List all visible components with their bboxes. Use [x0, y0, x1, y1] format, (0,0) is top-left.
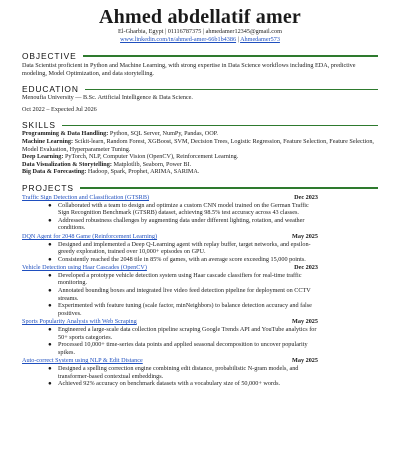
project-header [22, 194, 378, 202]
skills-section [22, 120, 378, 176]
bullet-text: Annotated bounding boxes and integrated live video feed detection pipeline for deployment on CCTV streams. [58, 287, 311, 302]
list-item [22, 272, 378, 287]
contact-info: El-Gharbia, Egypt | 01116787375 | ahmedamer12345@gmail.com [118, 28, 282, 35]
link-separator: | [237, 36, 239, 43]
objective-section [22, 51, 378, 77]
list-item [22, 341, 378, 356]
project-title-link[interactable]: Sports Popularity Analysis with Web Scraping [22, 318, 137, 326]
project-item [22, 264, 378, 317]
profile-links [22, 36, 378, 44]
project-header [22, 357, 378, 365]
section-divider [85, 89, 378, 90]
list-item [22, 256, 378, 264]
skill-value: Matplotlib, Seaborn, Power BI. [111, 160, 192, 168]
list-item [22, 365, 378, 380]
list-item [22, 241, 378, 256]
section-divider [83, 55, 378, 56]
skill-line [22, 168, 378, 176]
skill-line [22, 153, 378, 161]
skill-line [22, 138, 378, 153]
education-dates: Oct 2022 – Expected Jul 2026 [22, 105, 97, 113]
project-title-link[interactable]: DQN Agent for 2048 Game (Reinforcement Learning) [22, 232, 158, 240]
project-item [22, 233, 378, 263]
project-item [22, 318, 378, 356]
project-bullets [22, 272, 378, 318]
linkedin-link[interactable]: www.linkedin.com/in/ahmed-amer-66b1b4386 [120, 36, 237, 43]
bullet-text: Collaborated with a team to design and optimize a custom CNN model trained on the German Traffic Sign Recognition Benchmark (GTSRB) dataset, achieving 98.5% test accuracy across 43 classes. [58, 201, 309, 217]
list-item [22, 287, 378, 302]
project-title-link[interactable]: Auto-correct System using NLP & Edit Distance [22, 357, 143, 365]
bullet-icon: ● [48, 216, 52, 224]
skill-label: Programming & Data Handling: [22, 130, 109, 138]
education-degree: Menoufia University — B.Sc. Artificial Intelligence & Data Science. [22, 94, 193, 102]
bullet-icon: ● [48, 271, 52, 279]
section-divider [80, 187, 378, 188]
candidate-name: Ahmed abdellatif amer [99, 6, 301, 28]
bullet-icon: ● [48, 201, 52, 209]
project-title-link[interactable]: Traffic Sign Detection and Classification (GTSRB) [22, 193, 150, 201]
bullet-text: Developed a prototype vehicle detection system using Haar cascade classifiers for real-time traffic monitoring. [58, 271, 302, 287]
section-divider [62, 125, 378, 126]
project-title-link[interactable]: Vehicle Detection using Haar Cascades (OpenCV) [22, 264, 147, 272]
bullet-icon: ● [48, 341, 52, 349]
skills-header [22, 120, 378, 130]
bullet-text: Achieved 92% accuracy on benchmark datasets with a vocabulary size of 50,000+ words. [58, 380, 281, 388]
project-date: Dec 2023 [294, 193, 318, 201]
list-item [22, 217, 378, 232]
bullet-icon: ● [48, 365, 52, 372]
objective-text: Data Scientist proficient in Python and Machine Learning, with strong expertise in Data Science workflows including EDA, predictive modeling, Model Optimization, and data storytelling. [22, 62, 356, 77]
skill-label: Deep Learning: [22, 153, 64, 161]
section-title: OBJECTIVE [22, 51, 77, 61]
project-header [22, 233, 378, 241]
skill-line [22, 161, 378, 169]
skill-value: Hadoop, Spark, Prophet, ARIMA, SARIMA. [86, 168, 200, 176]
bullet-text: Designed a spelling correction engine combining edit distance, probabilistic N-gram models, and transformer-based contextual embeddings. [58, 365, 299, 380]
bullet-icon: ● [48, 255, 52, 263]
skill-label: Data Visualization & Storytelling: [22, 160, 112, 168]
bullet-text: Addressed robustness challenges by augmenting data under different lighting, rotation, and weather conditions. [58, 216, 305, 232]
skill-value: Scikit-learn, Random Forest, XGBoost, SVM, Decision Trees, Logistic Regression, Feature Selection, Feature Selection, Model Evaluation, Hyperparameter Tuning. [22, 137, 374, 153]
project-item [22, 194, 378, 232]
bullet-text: Processed 10,000+ time-series data points and applied seasonal decomposition to uncover popularity spikes. [58, 341, 308, 356]
bullet-text: Engineered a large-scale data collection pipeline scraping Google Trends API and YouTube analytics for 50+ sports categories. [58, 326, 317, 341]
section-title: SKILLS [22, 120, 56, 131]
education-section [22, 84, 378, 113]
bullet-icon: ● [48, 326, 52, 334]
list-item [22, 302, 378, 317]
objective-header [22, 51, 378, 61]
skill-label: Machine Learning: [22, 137, 74, 145]
projects-section [22, 183, 378, 388]
bullet-icon: ● [48, 380, 52, 388]
list-item [22, 326, 378, 341]
education-header [22, 84, 378, 94]
bullet-icon: ● [48, 240, 52, 248]
skill-value: Python, SQL Server, NumPy, Pandas, OOP. [108, 130, 218, 138]
list-item [22, 202, 378, 217]
project-bullets [22, 241, 378, 264]
skill-label: Big Data & Forecasting: [22, 168, 87, 176]
bullet-text: Experimented with feature tuning (scale factor, minNeighbors) to balance detection accuracy and false positives. [58, 302, 312, 317]
section-title: EDUCATION [22, 84, 79, 95]
project-bullets [22, 365, 378, 388]
project-header [22, 264, 378, 272]
bullet-icon: ● [48, 302, 52, 310]
project-header [22, 318, 378, 326]
project-date: May 2025 [292, 357, 318, 365]
projects-header [22, 183, 378, 193]
project-date: May 2025 [292, 232, 318, 240]
skill-value: PyTorch, NLP, Computer Vision (OpenCV), Reinforcement Learning. [63, 153, 239, 161]
project-item [22, 357, 378, 387]
section-title: PROJECTS [22, 182, 74, 193]
project-date: May 2025 [292, 318, 318, 326]
skill-line [22, 130, 378, 138]
bullet-text: Consistently reached the 2048 tile in 85% of games, with an average score exceeding 15,000 points. [58, 255, 306, 263]
project-bullets [22, 326, 378, 356]
bullet-text: Designed and implemented a Deep Q-Learning agent with replay buffer, target networks, and epsilon-greedy exploration, trained over 10,000+ episodes on GPU. [58, 240, 311, 256]
project-bullets [22, 202, 378, 232]
project-date: Dec 2023 [294, 264, 318, 272]
list-item [22, 380, 378, 388]
github-link[interactable]: Ahmedamer573 [240, 36, 280, 43]
bullet-icon: ● [48, 287, 52, 295]
